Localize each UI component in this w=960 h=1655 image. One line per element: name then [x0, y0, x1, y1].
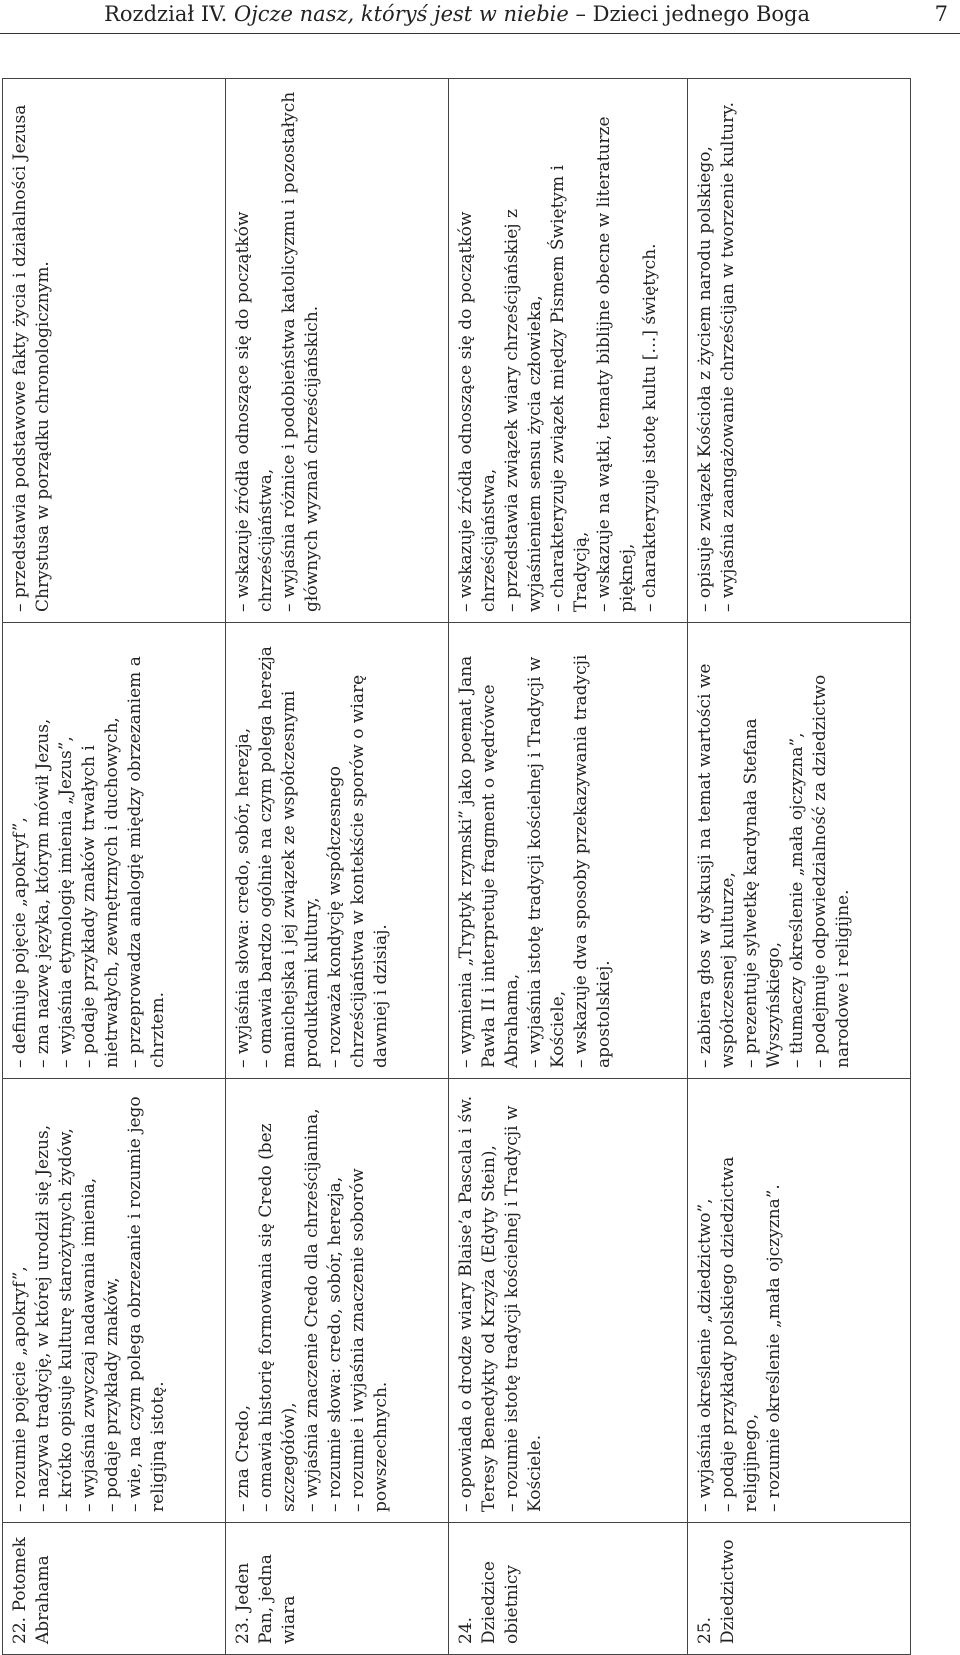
page-number: 7	[934, 2, 948, 26]
list-item: – podaje przykłady znaków trwałych i nietrwałych, zewnętrznych i duchowych,	[79, 717, 122, 1068]
list-item: – charakteryzuje związek między Pismem Świętym i Tradycją,	[548, 165, 591, 612]
list-item: – przeprowadza analogię między obrzezaniem a chrztem.	[125, 656, 168, 1068]
list-item: – opisuje związek Kościoła z życiem narodu polskiego,	[695, 146, 715, 612]
topic-cell	[226, 1523, 449, 1655]
list-item: – podaje przykłady znaków,	[102, 1277, 122, 1512]
list-item: – rozumie określenie „mała ojczyzna”.	[764, 1184, 784, 1512]
list-item: – wyjaśnia słowa: credo, sobór, herezja,	[233, 727, 253, 1068]
list-item: – wyjaśnia zwyczaj nadawania imienia,	[79, 1177, 99, 1512]
list-item: – prezentuje sylwetkę kardynała Stefana Wyszyńskiego,	[741, 718, 784, 1068]
list-item: – nazywa tradycję, w której urodził się Jezus,	[33, 1124, 53, 1512]
basic-requirements-cell	[3, 1079, 226, 1523]
list-item: – przedstawia związek wiary chrześcijańskiej z wyjaśnieniem sensu życia człowieka,	[502, 209, 545, 612]
topic-title: 24. Dziedzice obietnicy	[456, 1561, 522, 1644]
list-item: – zna nazwę języka, którym mówił Jezus,	[33, 718, 53, 1068]
list-item: – charakteryzuje istotę kultu […] świętych.	[640, 243, 660, 612]
list-item: – omawia historię formowania się Credo (bez szczegółów),	[256, 1123, 299, 1512]
topic-cell	[449, 1523, 688, 1655]
chapter-title	[104, 2, 810, 26]
running-head	[0, 0, 960, 34]
table-row	[688, 79, 911, 1655]
topic-cell	[688, 1523, 911, 1655]
extended-requirements-cell	[688, 623, 911, 1079]
curriculum-table	[2, 78, 911, 1655]
list-item: – wskazuje na wątki, tematy biblijne obecne w literaturze pięknej,	[594, 116, 637, 612]
topic-cell	[3, 1523, 226, 1655]
list-item: – krótko opisuje kulturę starożytnych żydów,	[56, 1128, 76, 1512]
list-item: – wskazuje źródła odnoszące się do początków chrześcijaństwa,	[456, 211, 499, 612]
table-row	[3, 79, 226, 1655]
chapter-suffix: – Dzieci jednego Boga	[575, 2, 810, 26]
topic-title: 22. Potomek Abrahama	[10, 1537, 53, 1644]
full-requirements-cell	[226, 79, 449, 623]
basic-requirements-cell	[449, 1079, 688, 1523]
list-item: – rozumie pojęcie „apokryf”,	[10, 1266, 30, 1512]
list-item: – rozumie słowa: credo, sobór, herezja,	[325, 1176, 345, 1512]
list-item: – podejmuje odpowiedzialność za dziedzictwo narodowe i religijne.	[810, 674, 853, 1068]
extended-requirements-cell	[449, 623, 688, 1079]
table-row	[449, 79, 688, 1655]
list-item: – rozumie i wyjaśnia znaczenie soborów powszechnych.	[348, 1168, 391, 1512]
extended-requirements-cell	[3, 623, 226, 1079]
list-item: – wskazuje źródła odnoszące się do początków chrześcijaństwa,	[233, 211, 276, 612]
list-item: – wyjaśnia różnice i podobieństwa katolicyzmu i pozostałych głównych wyznań chrześcijańskich.	[279, 91, 322, 612]
list-item: – definiuje pojęcie „apokryf”,	[10, 817, 30, 1068]
list-item: – wyjaśnia zaangażowanie chrześcijan w tworzenie kultury.	[718, 102, 738, 612]
list-item: – omawia bardzo ogólnie na czym polega herezja manichejska i jej związek ze współczesnymi produktami kultury,	[256, 646, 322, 1068]
full-requirements-cell	[449, 79, 688, 623]
list-item: – wyjaśnia określenie „dziedzictwo”,	[695, 1198, 715, 1512]
topic-title: 23. Jeden Pan, jedna wiara	[233, 1554, 299, 1644]
chapter-prefix: Rozdział IV.	[104, 2, 228, 26]
list-item: – przedstawia podstawowe fakty życia i działalności Jezusa Chrystusa w porządku chronologicznym.	[10, 104, 53, 612]
chapter-title-italic: Ojcze nasz, któryś jest w niebie	[234, 2, 569, 26]
list-item: – wie, na czym polega obrzezanie i rozumie jego religijną istotę.	[125, 1096, 168, 1512]
extended-requirements-cell	[226, 623, 449, 1079]
list-item: – rozumie istotę tradycji kościelnej i Tradycji w Kościele.	[502, 1105, 545, 1512]
list-item: – podaje przykłady polskiego dziedzictwa religijnego,	[718, 1156, 761, 1512]
topic-title: 25. Dziedzictwo	[695, 1539, 738, 1644]
list-item: – opowiada o drodze wiary Blaise’a Pascala i św. Teresy Benedykty od Krzyża (Edyty Stein),	[456, 1095, 499, 1512]
full-requirements-cell	[3, 79, 226, 623]
basic-requirements-cell	[226, 1079, 449, 1523]
basic-requirements-cell	[688, 1079, 911, 1523]
list-item: – rozważa kondycję współczesnego chrześcijaństwa w kontekście sporów o wiarę dawniej i dzisiaj.	[325, 674, 391, 1068]
rotated-table-wrapper	[2, 79, 888, 1655]
list-item: – wyjaśnia istotę tradycji kościelnej i Tradycji w Kościele,	[525, 656, 568, 1068]
list-item: – zna Credo,	[233, 1404, 253, 1512]
header-rule	[0, 33, 960, 34]
list-item: – tłumaczy określenie „mała ojczyzna”,	[787, 732, 807, 1068]
list-item: – wyjaśnia znaczenie Credo dla chrześcijanina,	[302, 1108, 322, 1512]
full-requirements-cell	[688, 79, 911, 623]
list-item: – zabiera głos w dyskusji na temat wartości we współczesnej kulturze,	[695, 663, 738, 1068]
table-row	[226, 79, 449, 1655]
list-item: – wyjaśnia etymologię imienia „Jezus”,	[56, 736, 76, 1068]
list-item: – wskazuje dwa sposoby przekazywania tradycji apostolskiej.	[571, 654, 614, 1068]
list-item: – wymienia „Tryptyk rzymski” jako poemat Jana Pawła II i interpretuje fragment o wędrówce Abrahama,	[456, 655, 522, 1068]
